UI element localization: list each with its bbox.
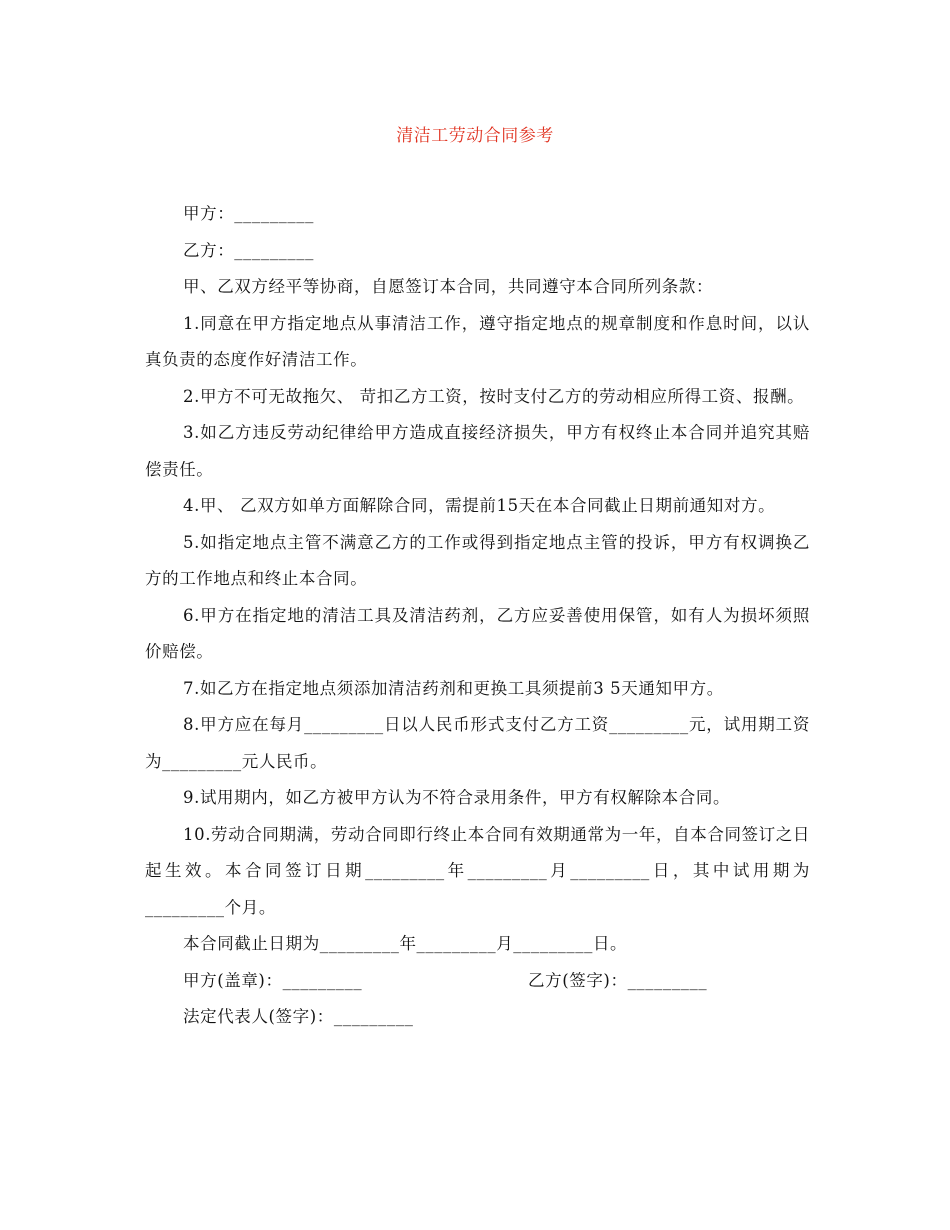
signature-row (145, 963, 810, 1000)
clause-5: 5.如指定地点主管不满意乙方的工作或得到指定地点主管的投诉，甲方有权调换乙方的工作地点和终止本合同。 (145, 532, 810, 588)
clause-4: 4.甲、 乙双方如单方面解除合同，需提前15天在本合同截止日期前通知对方。 (183, 496, 776, 515)
party-a-seal: 甲方(盖章)：_________ (183, 970, 363, 990)
clause-7: 7.如乙方在指定地点须添加清洁药剂和更换工具须提前3 5天通知甲方。 (183, 678, 724, 698)
party-a-line: 甲方：_________ (183, 204, 314, 223)
end-date-line: 本合同截止日期为_________年_________月_________日。 (183, 934, 628, 953)
clause-1: 1.同意在甲方指定地点从事清洁工作，遵守指定地点的规章制度和作息时间，以认真负责的态度作好清洁工作。 (145, 313, 810, 369)
clause-9: 9.试用期内，如乙方被甲方认为不符合录用条件，甲方有权解除本合同。 (183, 788, 731, 807)
clause-10: 10.劳动合同期满，劳动合同即行终止本合同有效期通常为一年，自本合同签订之日起生效。本合同签订日期_________年_________月_________日，其中试用期为_________个月。 (145, 824, 810, 917)
clause-2: 2.甲方不可无故拖欠、 苛扣乙方工资，按时支付乙方的劳动相应所得工资、报酬。 (183, 386, 805, 406)
clause-8: 8.甲方应在每月_________日以人民币形式支付乙方工资_________元，试用期工资为_________元人民币。 (145, 715, 810, 771)
legal-rep-signature: 法定代表人(签字)：_________ (183, 1007, 414, 1026)
clause-6: 6.甲方在指定地的清洁工具及清洁药剂，乙方应妥善使用保管，如有人为损坏须照价赔偿。 (145, 605, 810, 661)
party-b-signature: 乙方(签字)：_________ (528, 970, 708, 990)
document-title: 清洁工劳动合同参考 (396, 126, 554, 146)
party-b-line: 乙方：_________ (183, 240, 314, 260)
document-body (145, 196, 810, 1036)
intro-paragraph: 甲、乙双方经平等协商，自愿签订本合同，共同遵守本合同所列条款： (183, 277, 714, 296)
clause-3: 3.如乙方违反劳动纪律给甲方造成直接经济损失，甲方有权终止本合同并追究其赔偿责任。 (145, 423, 810, 479)
